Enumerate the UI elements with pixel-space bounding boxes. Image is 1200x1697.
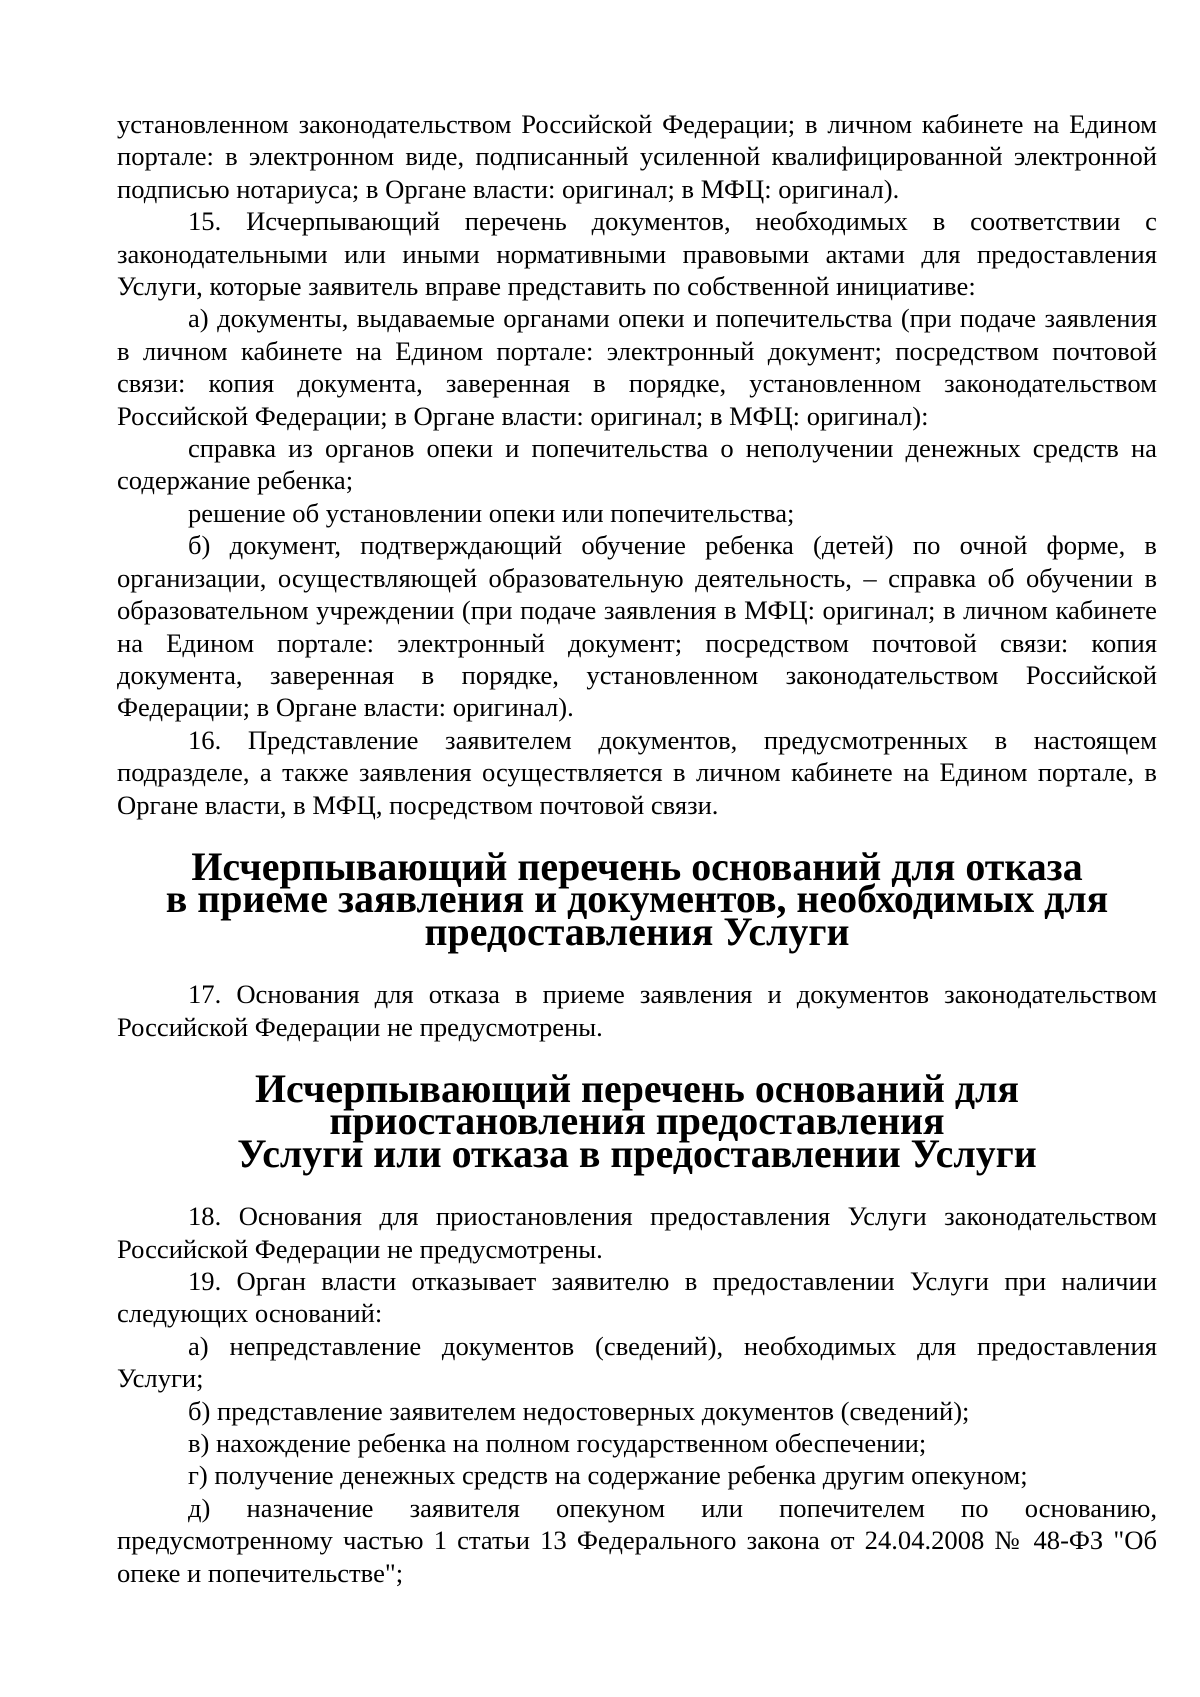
heading-line: в приеме заявления и документов, необходимых для предоставления Услуги — [165, 876, 1109, 954]
paragraph-15-b: б) документ, подтверждающий обучение ребенка (детей) по очной форме, в организации, осуществляющей образовательную деятельность, – справка об обучении в образовательном учреждении (при подаче заявления в МФЦ: оригинал; в личном кабинете на Едином портале: электронный документ; посредством почтовой связи: копия документа, заверенная в порядке, установленном законодательством Российской Федерации; в Органе власти: оригинал). — [117, 530, 1157, 723]
paragraph-15-a: а) документы, выдаваемые органами опеки и попечительства (при подаче заявления в личном кабинете на Едином портале: электронный документ; посредством почтовой связи: копия документа, заверенная в порядке, установленном законодательством Российской Федерации; в Органе власти: оригинал; в МФЦ: оригинал): — [117, 303, 1157, 431]
document-page — [117, 108, 1157, 1589]
paragraph-19-a: а) непредставление документов (сведений), необходимых для предоставления Услуги; — [117, 1330, 1157, 1394]
paragraph-18: 18. Основания для приостановления предоставления Услуги законодательством Российской Федерации не предусмотрены. — [117, 1201, 1157, 1264]
paragraph-19-d: д) назначение заявителя опекуном или попечителем по основанию, предусмотренному частью 1 статьи 13 Федерального закона от 24.04.2008 № 48-ФЗ "Об опеке и попечительстве"; — [117, 1492, 1157, 1588]
paragraph-19-g: г) получение денежных средств на содержание ребенка другим опекуном; — [188, 1460, 1028, 1491]
section-heading-suspension-refusal — [117, 1065, 1157, 1176]
paragraph-continuation: установленном законодательством Российской Федерации; в личном кабинете на Едином портале: в электронном виде, подписанный усиленной квалифицированной электронной подписью нотариуса; в Органе власти: оригинал; в МФЦ: оригинал). — [117, 109, 1157, 204]
paragraph-19-b: б) представление заявителем недостоверных документов (сведений); — [188, 1395, 970, 1426]
heading-line: Исчерпывающий перечень оснований для отказа — [191, 843, 1083, 889]
heading-line: Услуги или отказа в предоставлении Услуги — [237, 1130, 1037, 1176]
heading-line: Исчерпывающий перечень оснований для приостановления предоставления — [254, 1065, 1020, 1144]
paragraph-15-a-item-2: решение об установлении опеки или попечительства; — [188, 497, 795, 528]
paragraph-19: 19. Орган власти отказывает заявителю в предоставлении Услуги при наличии следующих оснований: — [117, 1266, 1157, 1329]
paragraph-19-v: в) нахождение ребенка на полном государственном обеспечении; — [188, 1428, 927, 1459]
section-heading-refusal-reception — [117, 843, 1157, 954]
paragraph-16: 16. Представление заявителем документов, предусмотренных в настоящем подразделе, а также заявления осуществляется в личном кабинете на Едином портале, в Органе власти, в МФЦ, посредством почтовой связи. — [117, 724, 1157, 820]
paragraph-15-a-item-1: справка из органов опеки и попечительства о неполучении денежных средств на содержание ребенка; — [117, 433, 1157, 496]
paragraph-15: 15. Исчерпывающий перечень документов, необходимых в соответствии с законодательными или иными нормативными правовыми актами для предоставления Услуги, которые заявитель вправе представить по собственной инициативе: — [117, 206, 1157, 302]
paragraph-17: 17. Основания для отказа в приеме заявления и документов законодательством Российской Федерации не предусмотрены. — [117, 979, 1157, 1042]
